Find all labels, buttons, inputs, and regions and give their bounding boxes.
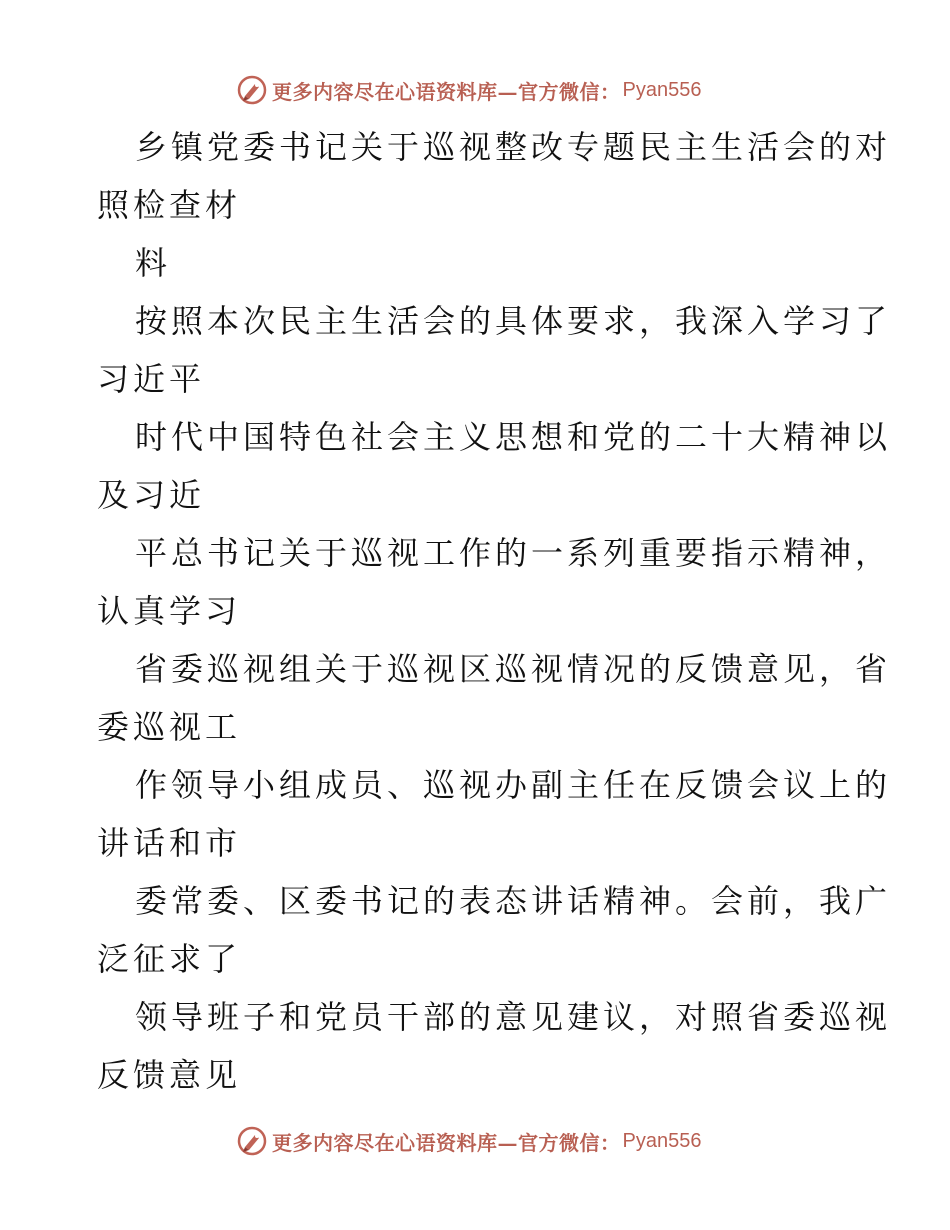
text-line: 反馈意见 — [97, 1056, 242, 1094]
text-line: 讲话和市 — [97, 824, 242, 862]
text-line: 及习近 — [97, 476, 206, 514]
banner-account: Pyan556 — [622, 1129, 702, 1152]
pen-logo-icon — [236, 74, 268, 106]
document-body — [97, 118, 892, 1104]
text-line: 认真学习 — [97, 592, 242, 630]
text-line: 省委巡视组关于巡视区巡视情况的反馈意见，省 — [135, 650, 892, 688]
text-line: 委巡视工 — [97, 708, 242, 746]
text-line: 习近平 — [97, 360, 206, 398]
text-line: 领导班子和党员干部的意见建议，对照省委巡视 — [135, 998, 892, 1036]
text-line: 作领导小组成员、巡视办副主任在反馈会议上的 — [135, 766, 892, 804]
text-line: 按照本次民主生活会的具体要求，我深入学习了 — [135, 302, 892, 340]
text-line: 泛征求了 — [97, 940, 242, 978]
footer-banner — [236, 1124, 701, 1158]
pen-logo-icon — [236, 1125, 268, 1157]
banner-account: Pyan556 — [622, 78, 702, 101]
text-line: 照检查材 — [97, 186, 242, 224]
text-line: 乡镇党委书记关于巡视整改专题民主生活会的对 — [135, 128, 892, 166]
text-line: 料 — [135, 244, 172, 282]
text-line: 平总书记关于巡视工作的一系列重要指示精神， — [135, 534, 892, 572]
text-line: 时代中国特色社会主义思想和党的二十大精神以 — [135, 418, 892, 456]
text-line: 委常委、区委书记的表态讲话精神。会前，我广 — [135, 882, 892, 920]
banner-text: 更多内容尽在心语资料库—官方微信： — [272, 1130, 621, 1155]
banner-text: 更多内容尽在心语资料库—官方微信： — [272, 79, 621, 104]
header-banner — [236, 73, 701, 107]
